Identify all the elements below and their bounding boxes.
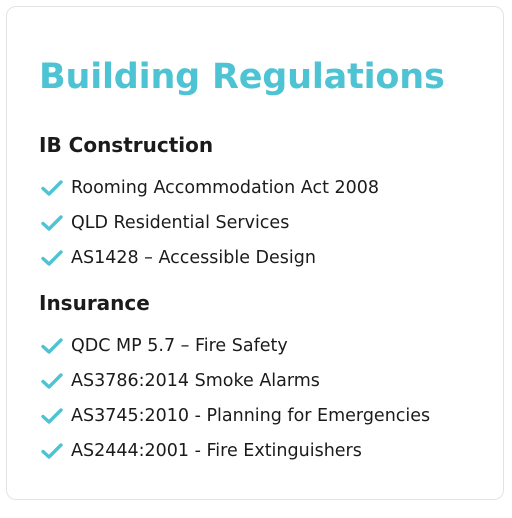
check-icon: [41, 372, 63, 390]
list-item-label: AS3745:2010 - Planning for Emergencies: [71, 405, 431, 426]
check-icon: [41, 249, 63, 267]
check-icon: [41, 337, 63, 355]
section-ib-construction: [39, 132, 499, 275]
list-item: [39, 205, 499, 240]
list-item-label: QLD Residential Services: [71, 212, 290, 233]
section-heading: Insurance: [39, 291, 150, 315]
regulations-card: [6, 6, 504, 500]
list-item: [39, 398, 499, 433]
list-item: [39, 363, 499, 398]
check-icon: [41, 179, 63, 197]
list-item-label: Rooming Accommodation Act 2008: [71, 177, 380, 198]
check-icon: [41, 407, 63, 425]
list-item: [39, 328, 499, 363]
list-item-label: QDC MP 5.7 – Fire Safety: [71, 335, 288, 356]
check-icon: [41, 214, 63, 232]
regulation-list: [39, 328, 499, 468]
list-item-label: AS3786:2014 Smoke Alarms: [71, 370, 320, 391]
list-item: [39, 240, 499, 275]
section-insurance: [39, 290, 499, 468]
list-item: [39, 433, 499, 468]
section-heading: IB Construction: [39, 133, 214, 157]
list-item-label: AS1428 – Accessible Design: [71, 247, 316, 268]
list-item: [39, 170, 499, 205]
regulation-list: [39, 170, 499, 275]
list-item-label: AS2444:2001 - Fire Extinguishers: [71, 440, 362, 461]
check-icon: [41, 442, 63, 460]
page-title: Building Regulations: [39, 57, 445, 97]
